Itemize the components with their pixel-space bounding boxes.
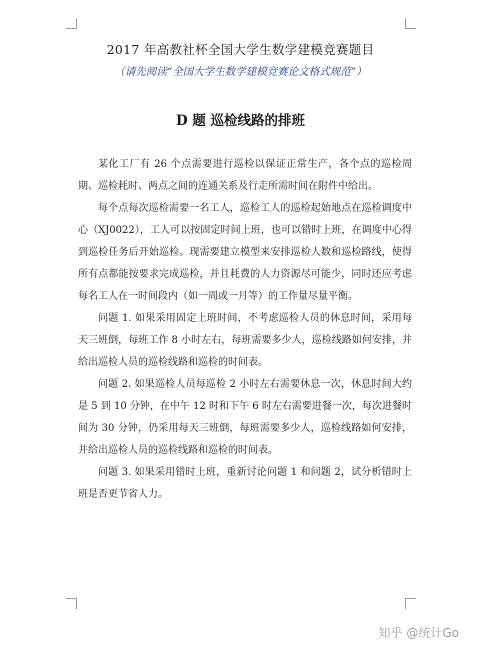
corner-mark-top-right (405, 18, 416, 29)
corner-mark-bottom-left (66, 598, 77, 609)
problem-title: D 题 巡检线路的排班 (175, 113, 306, 129)
watermark: 知乎 @统计Go (378, 626, 459, 640)
paragraph-question-3: 问题 3. 如果采用错时上班，重新讨论问题 1 和问题 2，试分析错时上班是否更节省人力。 (78, 467, 412, 500)
paragraph-intro: 某化工厂有 26 个点需要进行巡检以保证正常生产，各个点的巡检周期、巡检耗时、两点之间的连通关系及行走所需时间在附件中给出。 (78, 159, 412, 192)
problem-body (78, 154, 412, 506)
paragraph-question-2: 问题 2. 如果巡检人员每巡检 2 小时左右需要休息一次，休息时间大约是 5 到 10 分钟，在中午 12 时和下午 6 时左右需要进餐一次，每次进餐时间为 30 分钟，仍采用每天三班倒，每班需要多少人，巡检线路如何安排，并给出巡检人员的巡检线路和巡检的时间表。 (78, 379, 412, 456)
paragraph-question-1: 问题 1. 如果采用固定上班时间，不考虑巡检人员的休息时间，采用每天三班倒，每班工作 8 小时左右，每班需要多少人，巡检线路如何安排，并给出巡检人员的巡检线路和巡检的时间表。 (78, 313, 412, 368)
corner-mark-bottom-right (405, 598, 416, 609)
paragraph-requirements: 每个点每次巡检需要一名工人，巡检工人的巡检起始地点在巡检调度中心（XJ0022），工人可以按固定时间上班，也可以错时上班，在调度中心得到巡检任务后开始巡检。现需要建立模型来安排巡检人数和巡检路线，使得所有点都能按要求完成巡检，并且耗费的人力资源尽可能少，同时还应考虑每名工人在一时间段内（如一周或一月等）的工作量尽量平衡。 (78, 203, 412, 302)
competition-title: 2017 年高教社杯全国大学生数学建模竞赛题目 (106, 42, 375, 57)
format-note: （请先阅读“全国大学生数学建模竞赛论文格式规范”） (114, 66, 367, 78)
corner-mark-top-left (66, 18, 77, 29)
